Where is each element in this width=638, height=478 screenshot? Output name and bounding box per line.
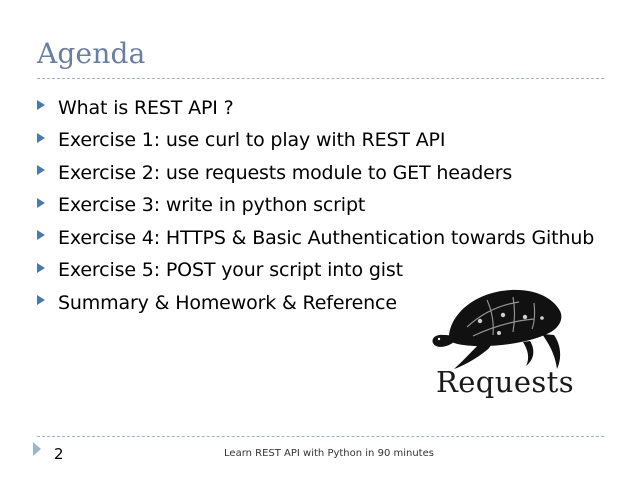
agenda-item xyxy=(37,92,594,125)
agenda-item xyxy=(37,222,594,255)
footer-text: Learn REST API with Python in 90 minutes xyxy=(224,448,434,459)
agenda-item-text: Exercise 1: use curl to play with REST API xyxy=(58,129,446,152)
bullet-icon xyxy=(37,263,45,273)
requests-wordmark: Requests xyxy=(435,365,575,399)
bullet-icon xyxy=(37,295,45,305)
bullet-icon xyxy=(37,230,45,240)
agenda-item-text: What is REST API ? xyxy=(58,96,234,119)
sea-turtle-icon xyxy=(431,280,581,372)
agenda-item-text: Exercise 2: use requests module to GET headers xyxy=(58,161,513,184)
footer-divider xyxy=(37,436,604,437)
slide-title: Agenda xyxy=(37,37,146,70)
requests-logo xyxy=(425,280,585,408)
agenda-item xyxy=(37,125,594,158)
bullet-icon xyxy=(37,133,45,143)
agenda-item xyxy=(37,157,594,190)
agenda-item-text: Exercise 5: POST your script into gist xyxy=(58,259,403,282)
bullet-icon xyxy=(37,198,45,208)
bullet-icon xyxy=(37,100,45,110)
agenda-item xyxy=(37,190,594,223)
agenda-item-text: Exercise 3: write in python script xyxy=(58,194,366,217)
agenda-item-text: Exercise 4: HTTPS & Basic Authentication towards Github xyxy=(58,226,595,249)
footer-marker-icon xyxy=(33,442,41,456)
agenda-item-text: Summary & Homework & Reference xyxy=(58,291,397,314)
page-number: 2 xyxy=(54,445,64,463)
bullet-icon xyxy=(37,165,45,175)
title-divider xyxy=(37,78,604,79)
